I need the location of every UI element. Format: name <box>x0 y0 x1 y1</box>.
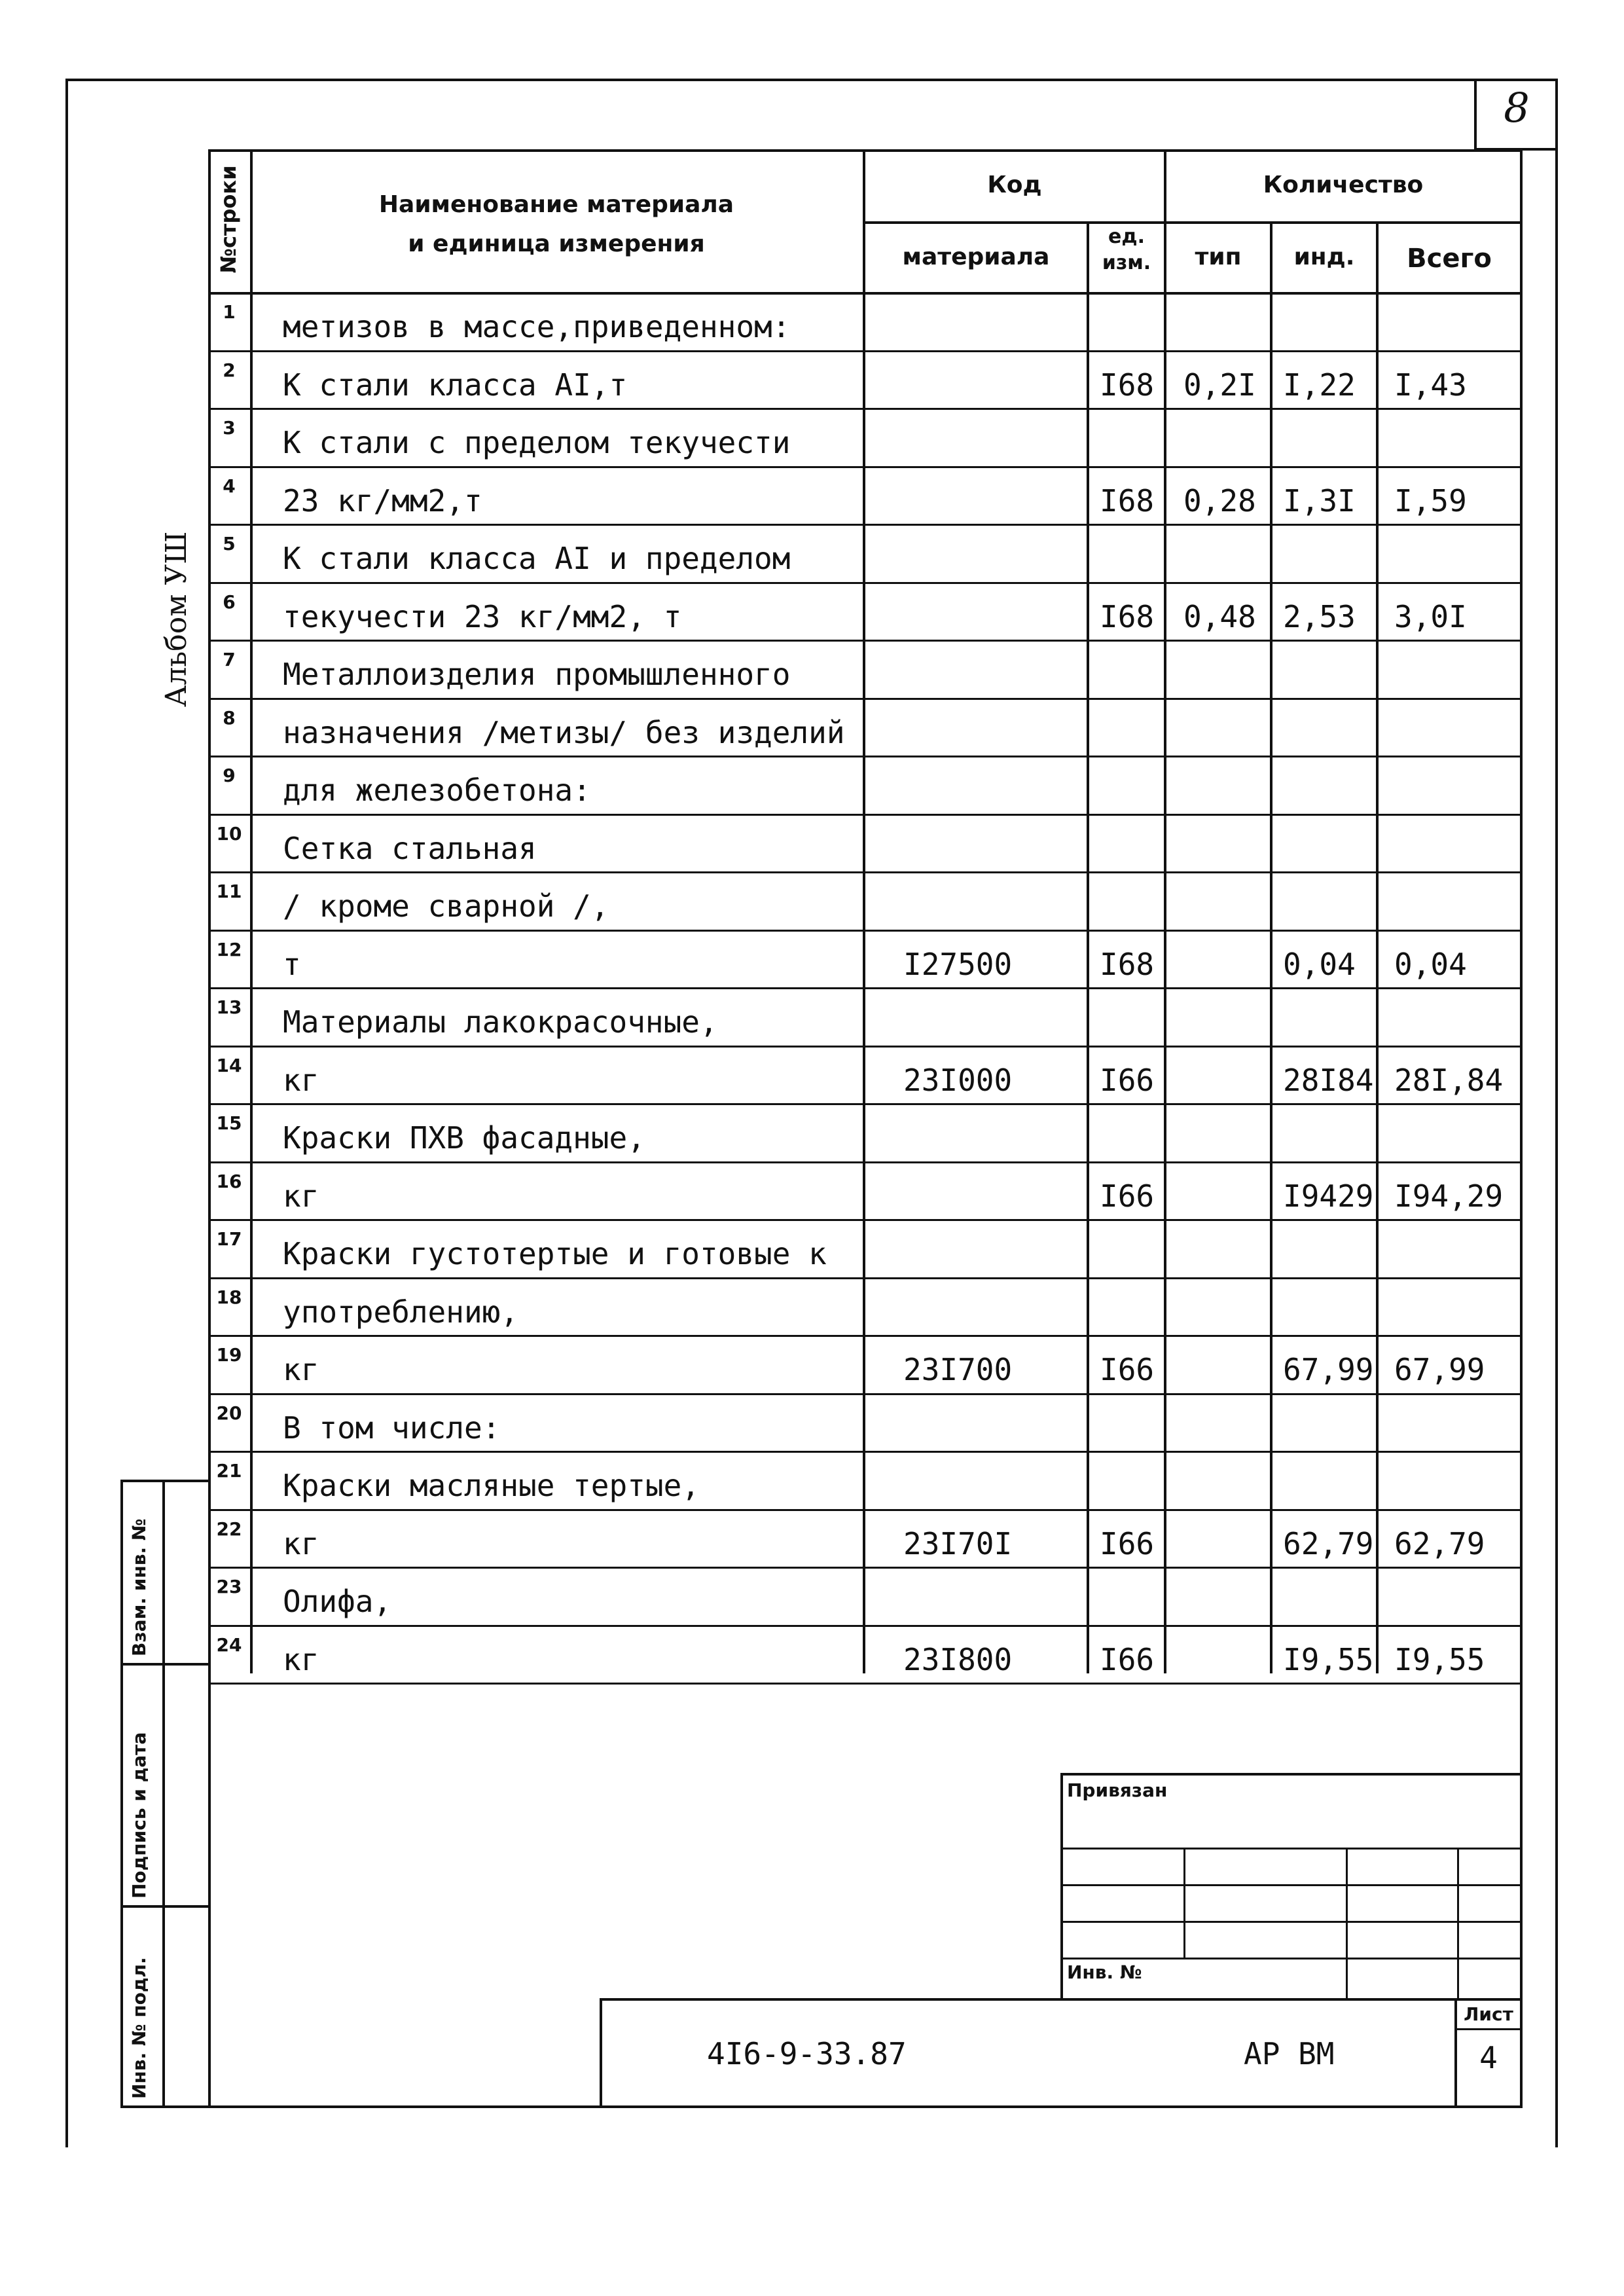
cell-name: кг <box>283 1525 319 1561</box>
side-stamp-left <box>120 1480 123 2105</box>
side-stamp-bottom <box>120 2105 209 2108</box>
row-number: 13 <box>216 996 242 1018</box>
inv-no-label: Инв. № <box>1067 1961 1142 1983</box>
row-number: 12 <box>216 938 242 960</box>
row-separator <box>208 698 1523 700</box>
row-number: 20 <box>216 1402 242 1424</box>
row-separator <box>208 1046 1523 1048</box>
frame-right <box>1555 79 1558 2147</box>
cell-name: кг <box>283 1641 319 1677</box>
row-number: 1 <box>223 301 236 323</box>
cell-unit: I66 <box>1100 1178 1155 1214</box>
cell-name: т <box>283 946 301 982</box>
row-separator <box>208 1451 1523 1453</box>
cell-total: I,59 <box>1394 483 1467 519</box>
header-unit-line1: ед. <box>1108 225 1145 248</box>
cell-code: I27500 <box>903 946 1013 982</box>
cell-name: употреблению, <box>283 1294 519 1330</box>
header-mid-line <box>863 221 1523 224</box>
cell-total: 67,99 <box>1394 1352 1485 1387</box>
col-line-unit <box>1164 149 1166 1673</box>
cell-total: 0,04 <box>1394 946 1467 982</box>
col-line-no <box>250 149 253 1673</box>
cell-unit: I68 <box>1100 367 1155 403</box>
sheet-number: 4 <box>1479 2040 1498 2075</box>
table-top <box>208 149 1523 152</box>
doc-code: 4I6-9-33.87 <box>707 2036 907 2071</box>
sheet-label: Лист <box>1464 2003 1513 2025</box>
cell-name: Краски густотертые и готовые к <box>283 1236 827 1271</box>
privyazan-col1 <box>1183 1848 1185 1958</box>
row-separator <box>208 1219 1523 1221</box>
row-number: 19 <box>216 1344 242 1366</box>
cell-total: I,43 <box>1394 367 1467 403</box>
row-separator <box>208 1567 1523 1569</box>
cell-name: / кроме сварной /, <box>283 888 609 924</box>
cell-ind: 0,04 <box>1283 946 1356 982</box>
header-row-no: №строки <box>216 165 241 274</box>
privyazan-col2 <box>1346 1848 1348 1999</box>
row-separator <box>208 1277 1523 1279</box>
cell-ind: I9429 <box>1283 1178 1374 1214</box>
row-number: 11 <box>216 881 242 902</box>
row-number: 6 <box>223 591 236 613</box>
row-number: 5 <box>223 533 236 555</box>
cell-name: К стали с пределом текучести <box>283 425 791 460</box>
cell-ind: I,3I <box>1283 483 1356 519</box>
cell-name: Материалы лакокрасочные, <box>283 1004 718 1040</box>
row-separator <box>208 1509 1523 1511</box>
cell-name: кг <box>283 1062 319 1098</box>
row-separator <box>208 1393 1523 1395</box>
cell-ind: 28I84 <box>1283 1062 1374 1098</box>
col-line-name <box>863 149 865 1673</box>
title-block-sheet-line <box>1454 2028 1523 2030</box>
row-separator <box>208 1161 1523 1163</box>
row-number: 23 <box>216 1576 242 1597</box>
row-number: 18 <box>216 1286 242 1308</box>
cell-name: текучести 23 кг/мм2, т <box>283 598 682 634</box>
title-block-top <box>600 1998 1523 2001</box>
cell-unit: I66 <box>1100 1062 1155 1098</box>
row-separator <box>208 582 1523 584</box>
cell-unit: I68 <box>1100 598 1155 634</box>
cell-total: I94,29 <box>1394 1178 1504 1214</box>
frame-left <box>65 79 68 2147</box>
cell-ind: 67,99 <box>1283 1352 1374 1387</box>
side-stamp-podpis-data: Подпись и дата <box>128 1732 150 1899</box>
row-number: 10 <box>216 822 242 845</box>
row-separator <box>208 1683 1523 1685</box>
privyazan-label: Привязан <box>1067 1779 1168 1801</box>
row-separator <box>208 640 1523 642</box>
header-name-line2: и единица измерения <box>408 230 705 257</box>
row-separator <box>208 1103 1523 1105</box>
cell-name: метизов в массе,приведенном: <box>283 309 791 344</box>
row-separator <box>208 756 1523 757</box>
privyazan-line1 <box>1060 1848 1523 1850</box>
row-separator <box>208 350 1523 352</box>
cell-total: 28I,84 <box>1394 1062 1504 1098</box>
cell-name: Краски ПХВ фасадные, <box>283 1120 645 1156</box>
row-separator <box>208 987 1523 989</box>
row-number: 9 <box>223 765 236 786</box>
cell-name: Краски масляные тертые, <box>283 1468 700 1503</box>
cell-name: назначения /метизы/ без изделий <box>283 714 845 750</box>
corner-box-left <box>1474 79 1477 149</box>
header-material: материала <box>902 244 1050 270</box>
row-number: 17 <box>216 1228 242 1250</box>
row-separator <box>208 871 1523 873</box>
row-separator <box>208 930 1523 932</box>
cell-ind: I,22 <box>1283 367 1356 403</box>
row-number: 3 <box>223 417 236 439</box>
row-number: 8 <box>223 706 236 729</box>
row-number: 4 <box>223 475 236 497</box>
privyazan-line3 <box>1060 1921 1523 1923</box>
cell-total: 62,79 <box>1394 1525 1485 1561</box>
row-number: 15 <box>216 1112 242 1134</box>
row-separator <box>208 1625 1523 1627</box>
cell-name: Металлоизделия промышленного <box>283 657 791 692</box>
row-number: 16 <box>216 1170 242 1192</box>
row-number: 24 <box>216 1633 242 1656</box>
cell-unit: I68 <box>1100 946 1155 982</box>
side-stamp-vzam-inv: Взам. инв. № <box>128 1518 150 1656</box>
row-number: 21 <box>216 1460 242 1482</box>
cell-ind: 2,53 <box>1283 598 1356 634</box>
cell-name: В том числе: <box>283 1410 501 1446</box>
row-separator <box>208 1335 1523 1337</box>
cell-tip: 0,28 <box>1183 483 1256 519</box>
col-line-tip <box>1270 221 1272 1673</box>
row-separator <box>208 408 1523 410</box>
cell-ind: I9,55 <box>1283 1641 1374 1677</box>
header-unit-line2: изм. <box>1102 251 1151 274</box>
row-separator <box>208 466 1523 468</box>
header-name-line1: Наименование материала <box>378 191 734 218</box>
cell-unit: I66 <box>1100 1641 1155 1677</box>
privyazan-col3 <box>1457 1848 1459 1999</box>
side-stamp-top <box>120 1480 209 1482</box>
header-tip: тип <box>1195 244 1242 270</box>
cell-code: 23I000 <box>903 1062 1013 1098</box>
table-bottom <box>208 2105 1523 2108</box>
privyazan-line4 <box>1060 1958 1523 1959</box>
sheet-corner-number: 8 <box>1504 84 1530 132</box>
cell-unit: I66 <box>1100 1525 1155 1561</box>
header-ind: инд. <box>1293 244 1355 270</box>
cell-name: Олифа, <box>283 1584 392 1619</box>
row-number: 2 <box>223 359 236 381</box>
header-total: Всего <box>1407 244 1492 274</box>
cell-code: 23I70I <box>903 1525 1013 1561</box>
cell-name: Сетка стальная <box>283 830 537 866</box>
album-label: Альбом УШ <box>160 531 193 707</box>
header-bottom-line <box>208 292 1523 295</box>
row-separator <box>208 524 1523 526</box>
cell-name: К стали класса АI и пределом <box>283 541 791 576</box>
col-line-code <box>1087 221 1089 1673</box>
privyazan-left <box>1060 1773 1063 1999</box>
cell-unit: I68 <box>1100 483 1155 519</box>
col-line-ind <box>1376 221 1379 1673</box>
row-number: 22 <box>216 1518 242 1540</box>
cell-total: I9,55 <box>1394 1641 1485 1677</box>
cell-tip: 0,48 <box>1183 598 1256 634</box>
cell-name: для железобетона: <box>283 773 591 808</box>
header-quantity: Количество <box>1263 172 1424 198</box>
frame-top <box>65 79 1558 81</box>
cell-total: 3,0I <box>1394 598 1467 634</box>
cell-name: К стали класса АI,т <box>283 367 628 403</box>
cell-name: 23 кг/мм2,т <box>283 483 482 519</box>
table-right <box>1520 149 1523 2107</box>
cell-name: кг <box>283 1352 319 1387</box>
cell-ind: 62,79 <box>1283 1525 1374 1561</box>
privyazan-line2 <box>1060 1884 1523 1886</box>
cell-tip: 0,2I <box>1183 367 1256 403</box>
title-block-left <box>600 1998 602 2105</box>
row-number: 14 <box>216 1054 242 1076</box>
row-number: 7 <box>223 649 236 670</box>
doc-type: АР ВМ <box>1244 2036 1335 2071</box>
side-stamp-mid <box>162 1480 165 2105</box>
cell-code: 23I700 <box>903 1352 1013 1387</box>
cell-name: кг <box>283 1178 319 1214</box>
header-code: Код <box>987 172 1042 198</box>
side-stamp-inv-podl: Инв. № подл. <box>128 1957 150 2099</box>
cell-unit: I66 <box>1100 1352 1155 1387</box>
row-separator <box>208 814 1523 816</box>
cell-code: 23I800 <box>903 1641 1013 1677</box>
privyazan-top <box>1060 1773 1523 1776</box>
